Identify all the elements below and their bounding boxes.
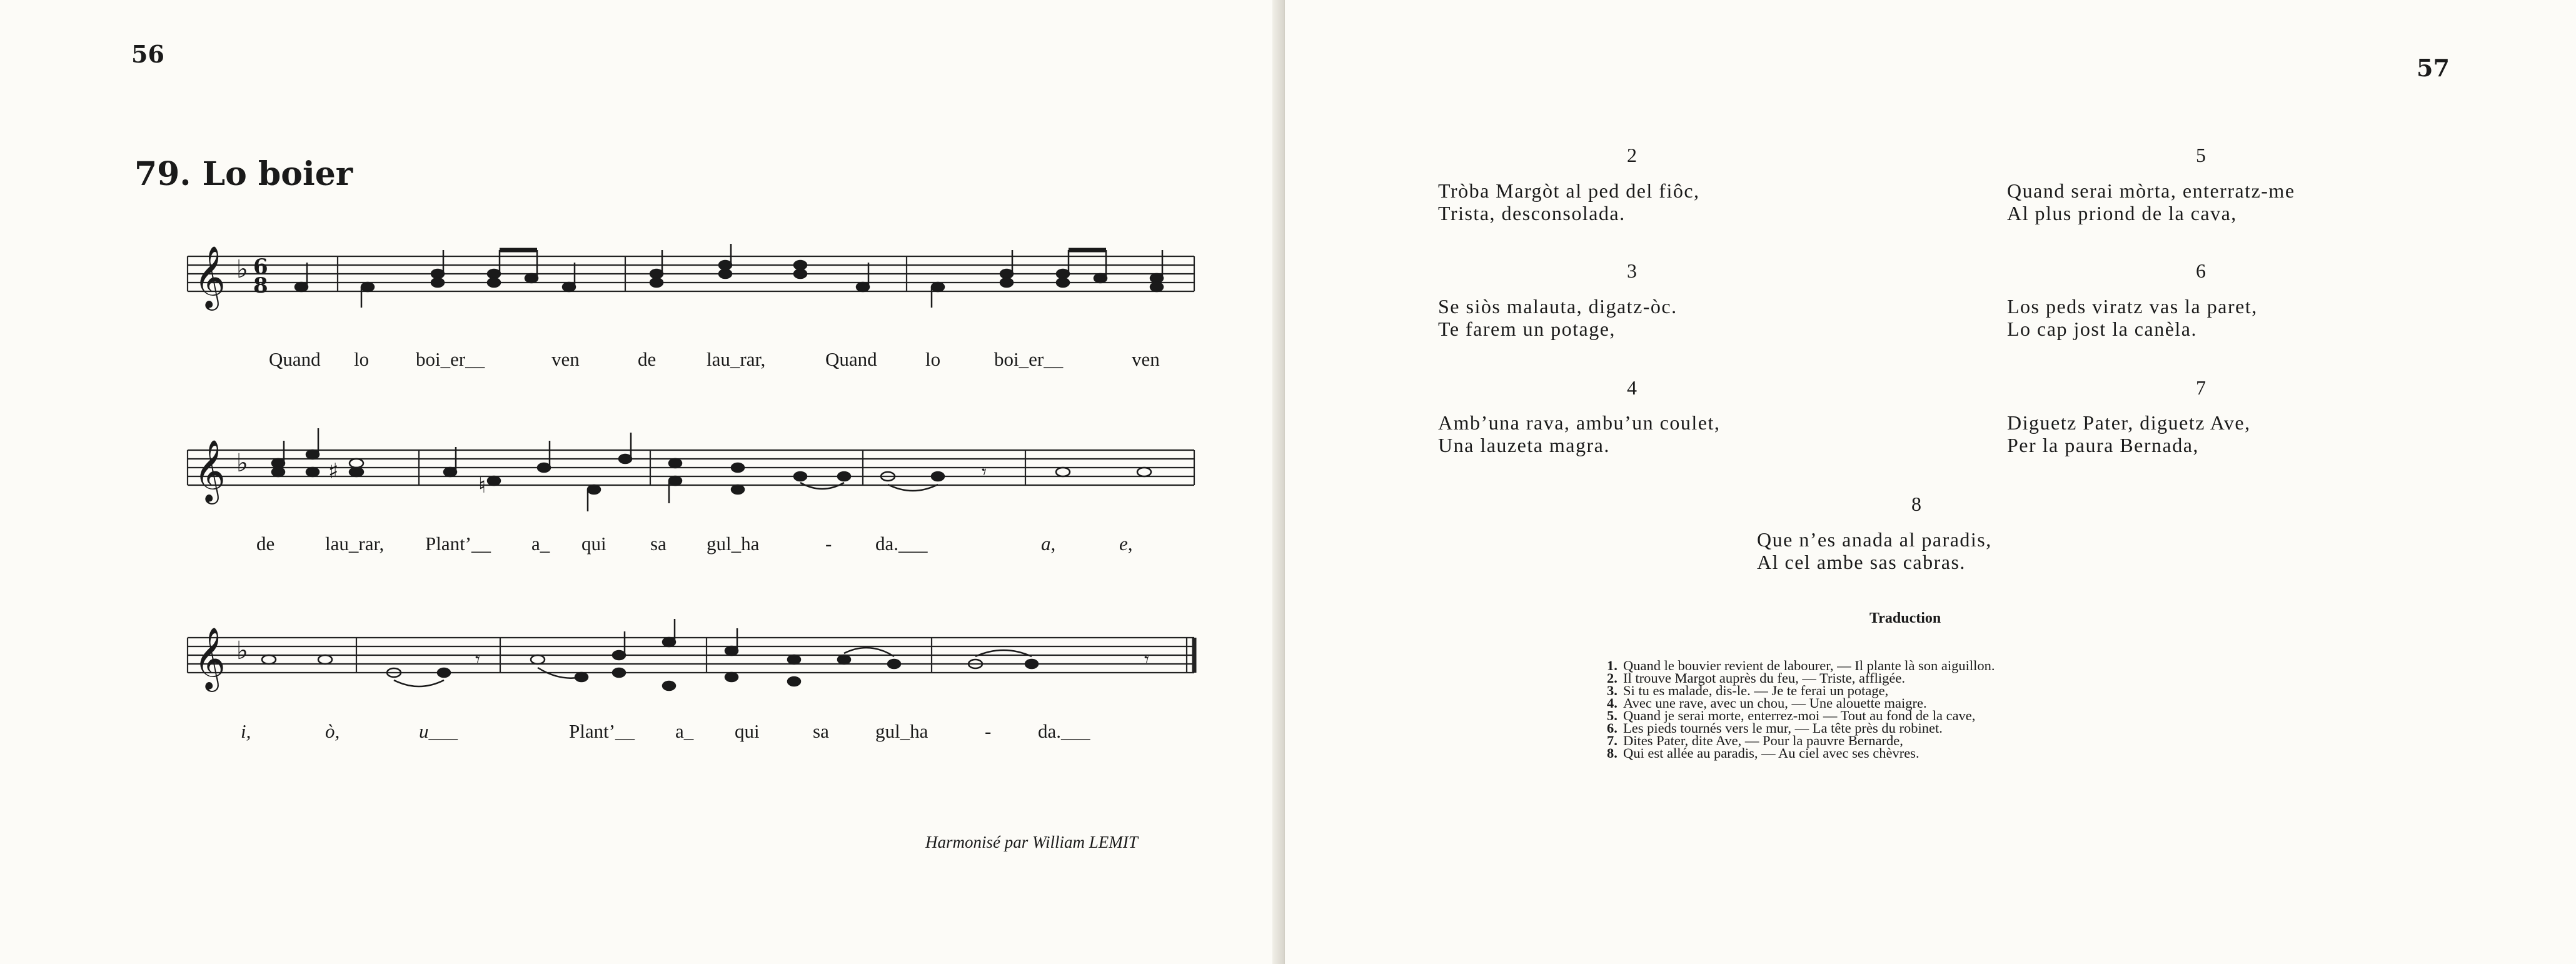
lyric-syllable: Plant’__ xyxy=(569,720,635,742)
svg-text:♭: ♭ xyxy=(236,636,248,665)
staff-system-2 xyxy=(188,450,1194,485)
translation-item: 4. Avec une rave, avec un chou, — Une alouette maigre. xyxy=(1607,695,1927,711)
lyric-syllable: gul_ha xyxy=(875,720,928,742)
verse-line: Una lauzeta magra. xyxy=(1438,434,1610,456)
lyric-syllable: i, xyxy=(241,720,251,742)
lyric-syllable: boi_er__ xyxy=(416,348,485,370)
verse-line: Se siòs malauta, digatz-òc. xyxy=(1438,295,1678,318)
translation-item: 2. Il trouve Margot auprès du feu, — Triste, affligée. xyxy=(1607,670,1905,686)
staff-system-3 xyxy=(188,638,1194,673)
verse-line: Al plus priond de la cava, xyxy=(2007,202,2237,224)
lyric-syllable: da.___ xyxy=(875,533,928,555)
lyric-syllable: da.___ xyxy=(1038,720,1090,742)
verse-line: Quand serai mòrta, enterratz-me xyxy=(2007,179,2295,202)
verse-line: Tròba Margòt al ped del fiôc, xyxy=(1438,179,1700,202)
lyrics-system-1 xyxy=(269,348,1160,370)
notes-system-1 xyxy=(295,244,1163,308)
svg-text:𝄞: 𝄞 xyxy=(194,246,226,308)
verse-number: 6 xyxy=(2196,259,2206,282)
verse-line: Al cel ambe sas cabras. xyxy=(1757,551,1966,573)
translation-item: 3. Si tu es malade, dis-le. — Je te ferai un potage, xyxy=(1607,683,1889,698)
staff-system-1 xyxy=(188,256,1194,291)
lyric-syllable: ven xyxy=(1132,348,1160,370)
svg-text:♯: ♯ xyxy=(328,459,339,484)
lyric-syllable: sa xyxy=(813,720,829,742)
translation-item: 1. Quand le bouvier revient de labourer, — Il plante là son aiguillon. xyxy=(1607,658,1995,673)
svg-text:𝄞: 𝄞 xyxy=(194,439,226,502)
svg-text:𝄞: 𝄞 xyxy=(194,627,226,690)
translation-item: 8. Qui est allée au paradis, — Au ciel avec ses chèvres. xyxy=(1607,745,1919,761)
lyric-syllable: lau_rar, xyxy=(325,533,385,555)
lyric-syllable: Plant’__ xyxy=(425,533,491,555)
right-page xyxy=(1285,0,2576,964)
verse-line: Amb’una rava, ambu’un coulet, xyxy=(1438,411,1721,434)
lyric-syllable: Quand xyxy=(269,348,321,370)
lyric-syllable: Quand xyxy=(825,348,877,370)
translation-item: 6. Les pieds tournés vers le mur, — La tête près du robinet. xyxy=(1607,720,1943,736)
lyric-syllable: de xyxy=(638,348,657,370)
page-number-right: 57 xyxy=(2417,54,2450,82)
lyric-syllable: - xyxy=(985,720,992,742)
verse-number: 3 xyxy=(1627,259,1637,282)
lyric-syllable: de xyxy=(256,533,275,555)
translation-item: 7. Dites Pater, dite Ave, — Pour la pauvre Bernarde, xyxy=(1607,733,1903,748)
verse-line: Los peds viratz vas la paret, xyxy=(2007,295,2258,318)
lyric-syllable: ven xyxy=(551,348,580,370)
svg-text:♭: ♭ xyxy=(236,255,248,284)
svg-text:𝄾: 𝄾 xyxy=(475,649,480,671)
svg-text:𝄾: 𝄾 xyxy=(982,461,987,483)
lyric-syllable: a, xyxy=(1041,533,1056,555)
svg-text:♭: ♭ xyxy=(236,449,248,478)
clef-and-key-1 xyxy=(194,246,268,311)
lyrics-system-3 xyxy=(241,720,1090,742)
lyric-syllable: ò, xyxy=(325,720,340,742)
lyric-syllable: qui xyxy=(581,533,606,555)
svg-text:8: 8 xyxy=(253,273,268,298)
lyric-syllable: - xyxy=(825,533,832,555)
lyric-syllable: gul_ha xyxy=(707,533,760,555)
translation-title: Traduction xyxy=(1869,610,1941,626)
verse-line: Diguetz Pater, diguetz Ave, xyxy=(2007,411,2251,434)
svg-text:♮: ♮ xyxy=(478,473,486,498)
lyric-syllable: a_ xyxy=(531,533,550,555)
lyric-syllable: qui xyxy=(735,720,760,742)
verse-number: 2 xyxy=(1627,144,1637,166)
clef-and-key-2 xyxy=(194,439,248,505)
lyric-syllable: lo xyxy=(925,348,941,370)
arranger-credit: Harmonisé par William LEMIT xyxy=(925,833,1138,851)
verse-line: Que n’es anada al paradis, xyxy=(1757,528,1992,551)
lyric-syllable: u___ xyxy=(419,720,458,742)
notes-system-2 xyxy=(272,428,1151,511)
svg-text:6: 6 xyxy=(253,254,268,279)
svg-text:𝄾: 𝄾 xyxy=(1144,649,1149,671)
left-page xyxy=(0,0,1282,964)
verse-number: 5 xyxy=(2196,144,2206,166)
translation-list xyxy=(1607,660,1995,760)
verse-line: Per la paura Bernada, xyxy=(2007,434,2199,456)
sheet-music xyxy=(169,238,1207,750)
lyric-syllable: lo xyxy=(354,348,370,370)
lyric-syllable: lau_rar, xyxy=(707,348,766,370)
verse-line: Trista, desconsolada. xyxy=(1438,202,1626,224)
clef-and-key-3 xyxy=(194,627,248,692)
verse-number: 7 xyxy=(2196,376,2206,399)
lyric-syllable: e, xyxy=(1119,533,1133,555)
lyric-syllable: a_ xyxy=(675,720,694,742)
lyric-syllable: sa xyxy=(650,533,667,555)
verse-line: Lo cap jost la canèla. xyxy=(2007,318,2197,340)
page-number-left: 56 xyxy=(131,40,164,68)
song-title: 79. Lo boier xyxy=(134,155,353,193)
verse-line: Te farem un potage, xyxy=(1438,318,1616,340)
verse-number: 8 xyxy=(1911,493,1921,515)
translation-item: 5. Quand je serai morte, enterrez-moi — Tout au fond de la cave, xyxy=(1607,708,1976,723)
lyrics-system-2 xyxy=(256,533,1133,555)
verse-number: 4 xyxy=(1627,376,1637,399)
lyric-syllable: boi_er__ xyxy=(994,348,1064,370)
